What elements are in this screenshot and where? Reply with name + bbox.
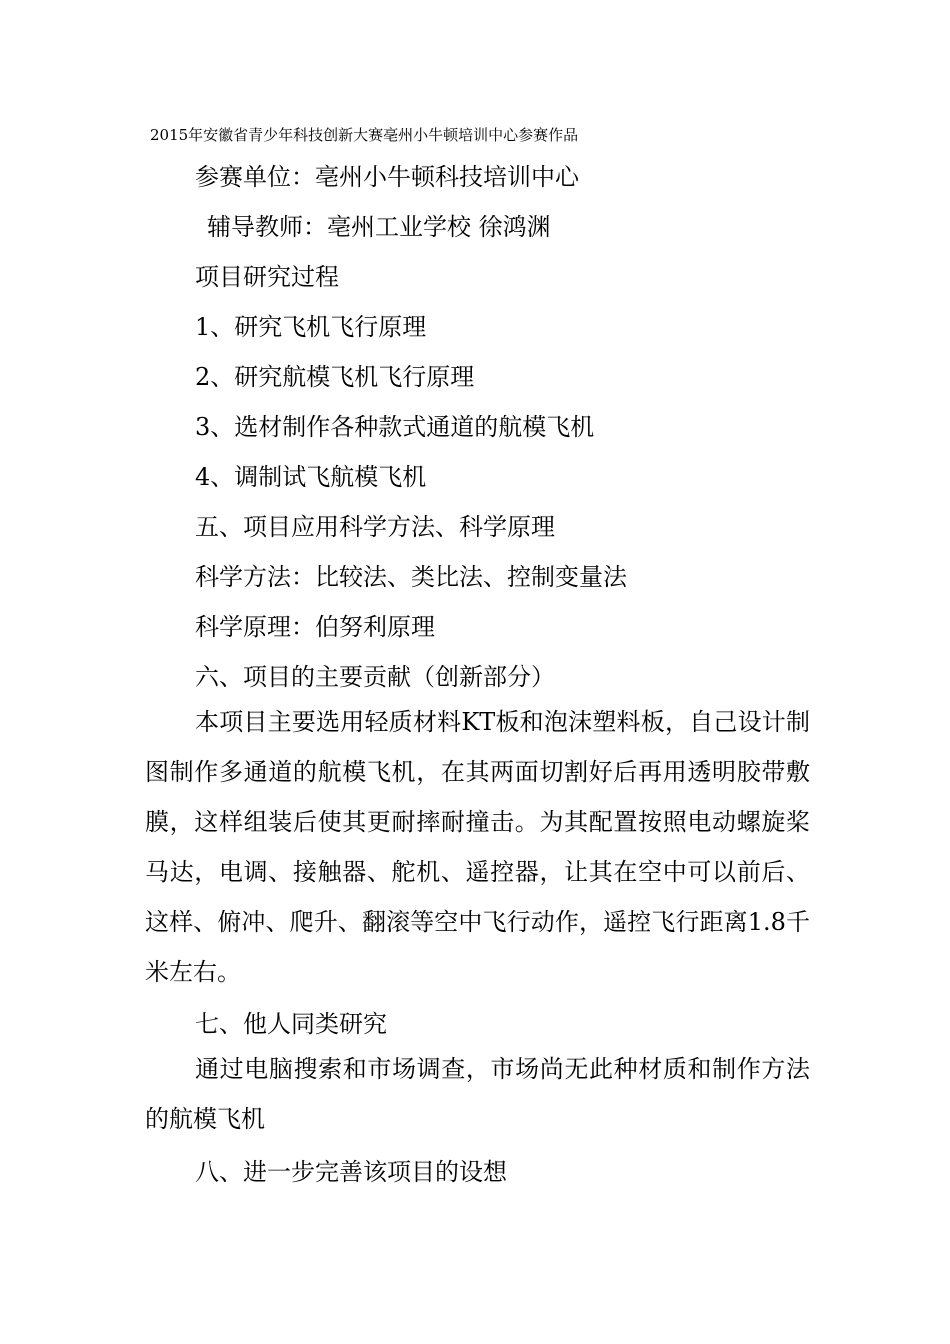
section-6-body: 本项目主要选用轻质材料KT板和泡沫塑料板，自己设计制图制作多通道的航模飞机，在其两面切割好后再用透明胶带敷膜，这样组装后使其更耐摔耐撞击。为其配置按照电动螺旋桨马达，电调、接触器、舵机、遥控器，让其在空中可以前后、这样、俯冲、爬升、翻滚等空中飞行动作，遥控飞行距离1.8千米左右。 xyxy=(145,708,810,986)
section-6-title: 六、项目的主要贡献（创新部分） xyxy=(195,663,555,691)
participating-unit: 参赛单位：亳州小牛顿科技培训中心 xyxy=(195,163,579,191)
science-methods: 科学方法：比较法、类比法、控制变量法 xyxy=(195,563,627,591)
process-item: 3、选材制作各种款式通道的航模飞机 xyxy=(195,413,595,441)
document-header: 2015年安徽省青少年科技创新大赛亳州小牛顿培训中心参赛作品 xyxy=(150,126,579,144)
process-item: 1、研究飞机飞行原理 xyxy=(195,313,427,341)
section-7-title: 七、他人同类研究 xyxy=(195,1010,387,1038)
process-item: 4、调制试飞航模飞机 xyxy=(195,463,427,491)
section-5-title: 五、项目应用科学方法、科学原理 xyxy=(195,513,555,541)
science-principle: 科学原理：伯努利原理 xyxy=(195,613,435,641)
section-8-title: 八、进一步完善该项目的设想 xyxy=(195,1158,507,1186)
research-process-title: 项目研究过程 xyxy=(195,263,339,291)
process-item: 2、研究航模飞机飞行原理 xyxy=(195,363,475,391)
advisor-teacher: 辅导教师：亳州工业学校 徐鸿渊 xyxy=(207,213,551,241)
section-7-body: 通过电脑搜索和市场调查，市场尚无此种材质和制作方法的航模飞机 xyxy=(145,1055,810,1133)
